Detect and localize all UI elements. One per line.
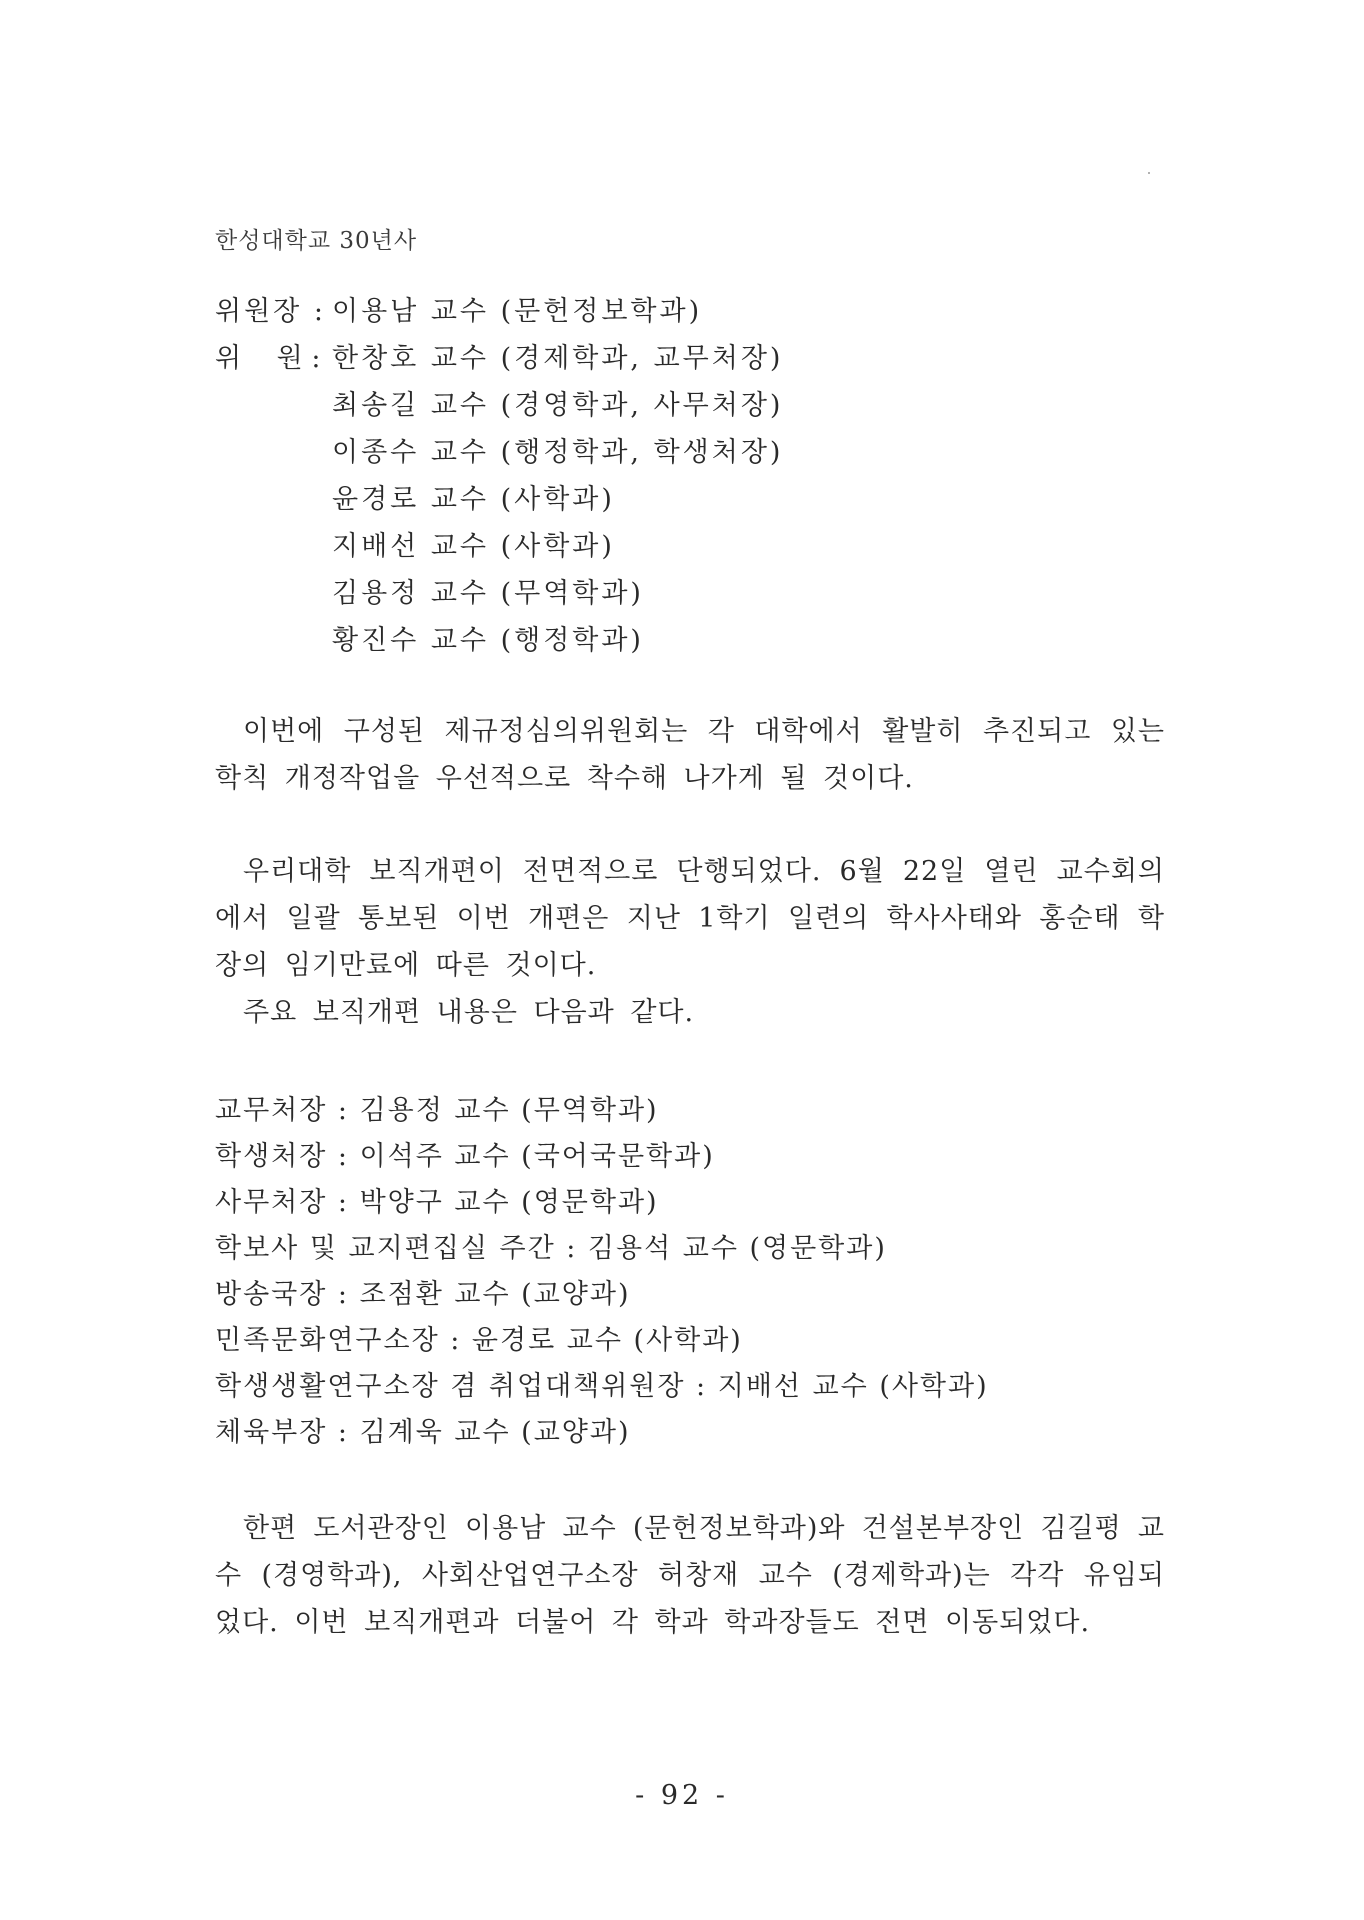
paragraph-reshuffle	[215, 848, 1165, 989]
appointment-item: 민족문화연구소장 : 윤경로 교수 (사학과)	[215, 1325, 743, 1356]
member-name: 최송길 교수 (경영학과, 사무처장)	[332, 390, 784, 421]
member-name: 김용정 교수 (무역학과)	[332, 578, 644, 609]
committee-member-row	[215, 429, 783, 476]
member-name: 윤경로 교수 (사학과)	[332, 484, 615, 515]
committee-member-row	[215, 382, 783, 429]
appointment-item: 학보사 및 교지편집실 주간 : 김용석 교수 (영문학과)	[215, 1233, 887, 1264]
paragraph-text: 우리대학 보직개편이 전면적으로 단행되었다. 6월 22일 열린 교수회의에서 일괄 통보된 이번 개편은 지난 1학기 일련의 학사사태와 홍순태 학장의 임기만료에 따른 것이다.	[215, 856, 1165, 981]
appointment-item: 교무처장 : 김용정 교수 (무역학과)	[215, 1095, 659, 1126]
paragraph-text: 주요 보직개편 내용은 다음과 같다.	[243, 997, 695, 1028]
appointment-item: 사무처장 : 박양구 교수 (영문학과)	[215, 1187, 659, 1218]
running-header: 한성대학교 30년사	[215, 228, 418, 254]
committee-member-row	[215, 476, 783, 523]
member-name: 이종수 교수 (행정학과, 학생처장)	[332, 437, 784, 468]
appointment-item: 학생생활연구소장 겸 취업대책위원장 : 지배선 교수 (사학과)	[215, 1371, 989, 1402]
paragraph-retained-posts	[215, 1505, 1165, 1646]
committee-member-row	[215, 570, 783, 617]
member-name: 한창호 교수 (경제학과, 교무처장)	[332, 343, 784, 374]
committee-member-row	[215, 523, 783, 570]
committee-chair-row	[215, 288, 783, 335]
member-label: 위 원 :	[215, 343, 321, 374]
scan-speck	[1148, 172, 1150, 174]
chair-label: 위원장 :	[215, 296, 326, 327]
appointment-list	[215, 1088, 989, 1456]
appointment-item: 방송국장 : 조점환 교수 (교양과)	[215, 1279, 631, 1310]
appointment-item: 학생처장 : 이석주 교수 (국어국문학과)	[215, 1141, 715, 1172]
committee-member-row	[215, 335, 783, 382]
paragraph-committee-role	[215, 708, 1165, 802]
chair-name: 이용남 교수 (문헌정보학과)	[332, 296, 703, 327]
committee-member-row	[215, 617, 783, 664]
page-number: - 92 -	[635, 1780, 729, 1811]
member-name: 지배선 교수 (사학과)	[332, 531, 615, 562]
paragraph-text: 한편 도서관장인 이용남 교수 (문헌정보학과)와 건설본부장인 김길평 교수 (경영학과), 사회산업연구소장 허창재 교수 (경제학과)는 각각 유임되었다. 이번 보직개편과 더불어 각 학과 학과장들도 전면 이동되었다.	[215, 1513, 1165, 1638]
committee-list	[215, 288, 783, 664]
paragraph-text: 이번에 구성된 제규정심의위원회는 각 대학에서 활발히 추진되고 있는 학칙 개정작업을 우선적으로 착수해 나가게 될 것이다.	[215, 716, 1165, 794]
paragraph-intro-list	[215, 989, 1165, 1036]
member-name: 황진수 교수 (행정학과)	[332, 625, 644, 656]
appointment-item: 체육부장 : 김계욱 교수 (교양과)	[215, 1417, 631, 1448]
